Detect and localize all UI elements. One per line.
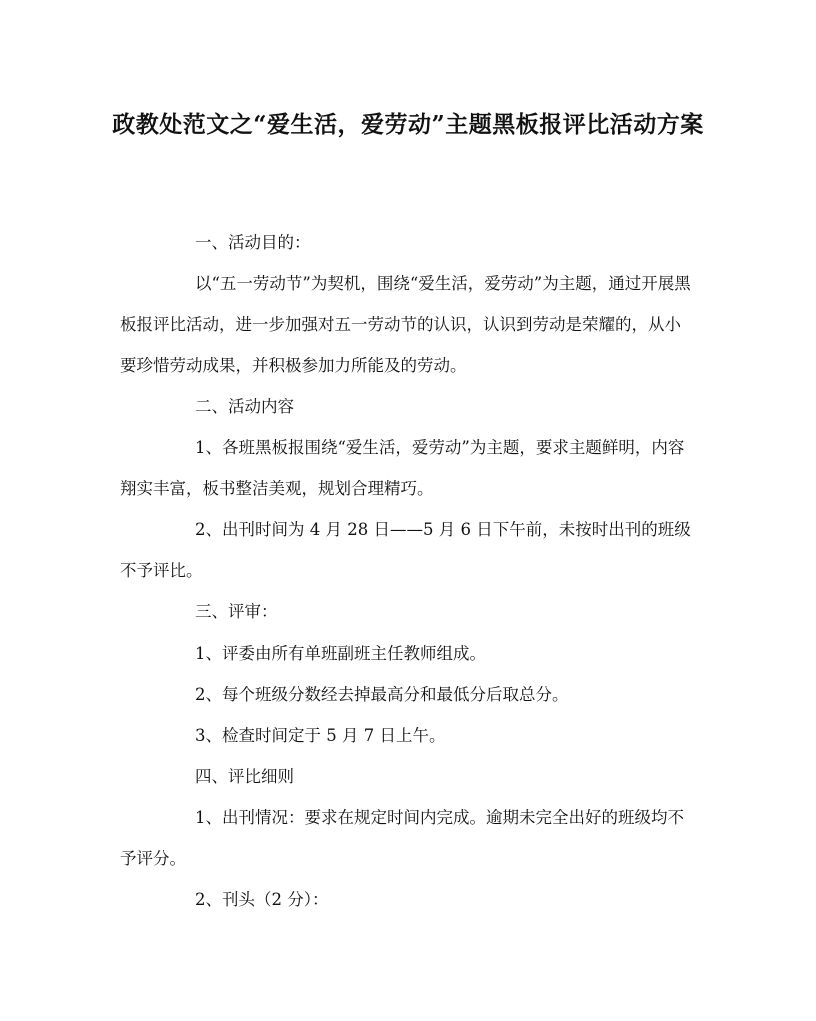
heading-review: 三、评审： bbox=[195, 602, 278, 621]
paragraph-content-2: 2、出刊时间为 4 月 28 日——5 月 6 日下午前，未按时出刊的班级不予评比。 bbox=[120, 520, 691, 580]
document-title: 政教处范文之“爱生活，爱劳动”主题黑板报评比活动方案 bbox=[112, 111, 704, 138]
heading-criteria: 四、评比细则 bbox=[195, 767, 294, 786]
paragraph-criteria-1: 1、出刊情况：要求在规定时间内完成。逾期未完全出好的班级均不予评分。 bbox=[120, 808, 684, 868]
paragraph-review-1: 1、评委由所有单班副班主任教师组成。 bbox=[195, 644, 486, 663]
paragraph-content-1: 1、各班黑板报围绕“爱生活，爱劳动”为主题，要求主题鲜明，内容翔实丰富，板书整洁美观，规划合理精巧。 bbox=[120, 438, 685, 498]
paragraph-criteria-2: 2、刊头（2 分）： bbox=[195, 890, 329, 909]
paragraph-review-3: 3、检查时间定于 5 月 7 日上午。 bbox=[195, 726, 446, 745]
paragraph-purpose: 以“五一劳动节”为契机，围绕“爱生活，爱劳动”为主题，通过开展黑板报评比活动，进一步加强对五一劳动节的认识，认识到劳动是荣耀的，从小要珍惜劳动成果，并积极参加力所能及的劳动。 bbox=[120, 274, 691, 375]
heading-content: 二、活动内容 bbox=[195, 397, 294, 416]
paragraph-review-2: 2、每个班级分数经去掉最高分和最低分后取总分。 bbox=[195, 685, 569, 704]
heading-purpose: 一、活动目的： bbox=[195, 233, 311, 252]
